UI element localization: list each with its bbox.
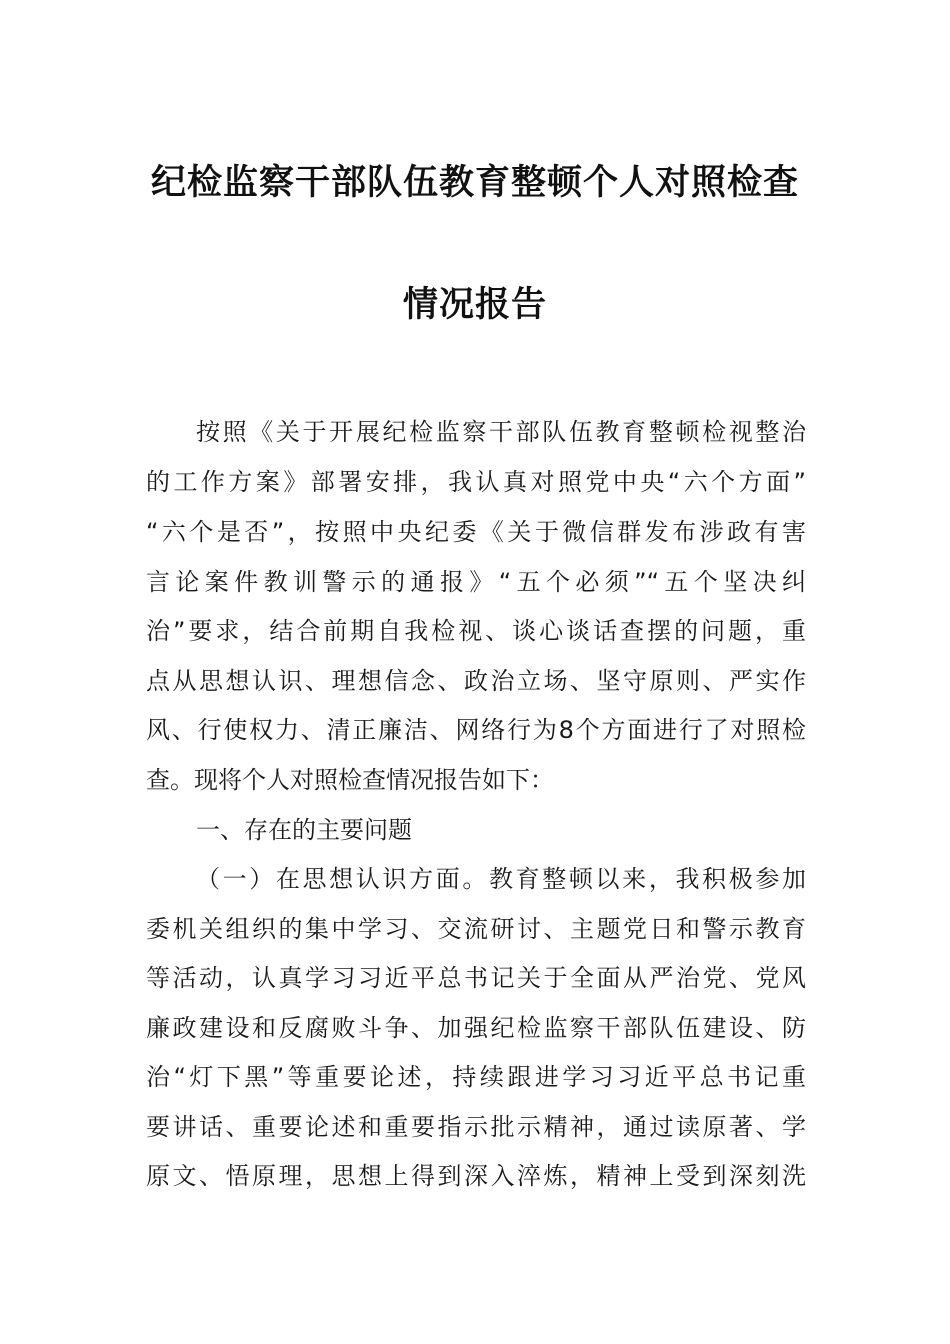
document-title-line-1: 纪检监察干部队伍教育整顿个人对照检查 [150, 162, 799, 203]
paragraph-2-line-7: 原文、悟原理，思想上得到深入淬炼，精神上受到深刻洗 [146, 1162, 806, 1190]
paragraph-1-line-2: 的工作方案》部署安排，我认真对照党中央“六个方面” [146, 468, 806, 496]
paragraph-2-line-3: 等活动，认真学习习近平总书记关于全面从严治党、党风 [146, 964, 806, 992]
paragraph-2-line-6: 要讲话、重要论述和重要指示批示精神，通过读原著、学 [146, 1113, 806, 1141]
paragraph-1-line-4: 言论案件教训警示的通报》“五个必须”“五个坚决纠 [146, 568, 806, 596]
paragraph-1-line-8: 查。现将个人对照检查情况报告如下： [146, 766, 554, 794]
paragraph-1-line-3: “六个是否”，按照中央纪委《关于微信群发布涉政有害 [146, 518, 806, 546]
paragraph-1-line-6: 点从思想认识、理想信念、政治立场、坚守原则、严实作 [146, 667, 806, 695]
paragraph-1-line-7: 风、行使权力、清正廉洁、网络行为8个方面进行了对照检 [146, 716, 806, 744]
paragraph-2-line-1: （一）在思想认识方面。教育整顿以来，我积极参加 [196, 865, 806, 893]
paragraph-2-line-5: 治“灯下黑”等重要论述，持续跟进学习习近平总书记重 [146, 1063, 806, 1091]
paragraph-2-line-4: 廉政建设和反腐败斗争、加强纪检监察干部队伍建设、防 [146, 1014, 806, 1042]
paragraph-1-line-5: 治”要求，结合前期自我检视、谈心谈话查摆的问题，重 [146, 617, 806, 645]
paragraph-1-line-1: 按照《关于开展纪检监察干部队伍教育整顿检视整治 [196, 418, 806, 446]
paragraph-2-line-2: 委机关组织的集中学习、交流研讨、主题党日和警示教育 [146, 915, 806, 943]
section-heading-1: 一、存在的主要问题 [196, 816, 412, 844]
document-title-line-2: 情况报告 [402, 284, 547, 325]
